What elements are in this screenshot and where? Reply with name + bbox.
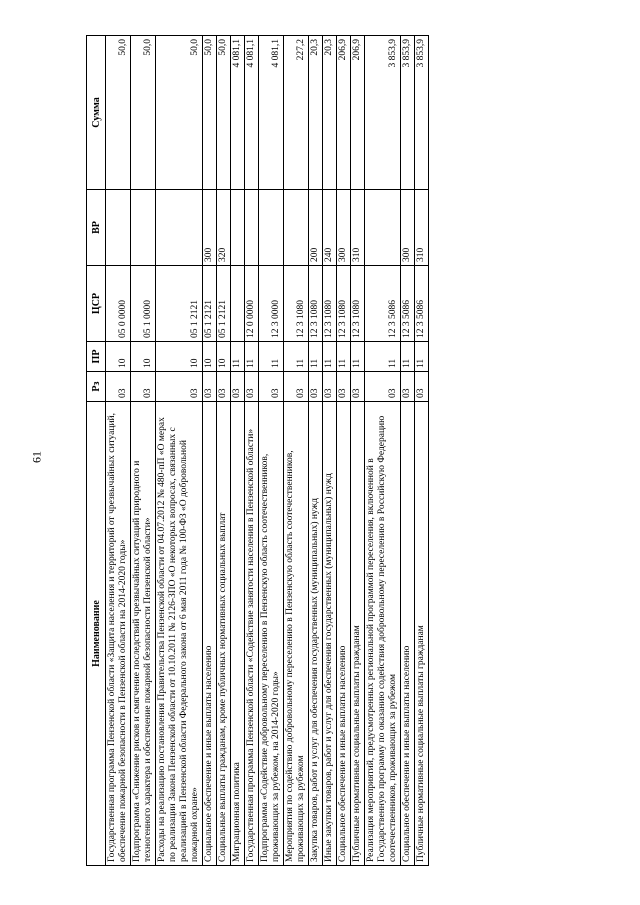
header-name: Наименование: [87, 402, 106, 866]
cell-rz: 03: [259, 372, 284, 402]
cell-name: Расходы на реализацию постановления Правительства Пензенской области от 04.07.2012 № 480-пП «О мерах по реализации Закона Пензенской области от 10.10.2011 № 2126-ЗПО «О некоторых вопросах, связанных с реализацией в Пензенской области Федерального закона от 6 мая 2011 года № 100-ФЗ «О добровольной пожарной охране»: [156, 402, 203, 866]
header-rz: Рз: [87, 372, 106, 402]
table-row: [323, 36, 337, 866]
cell-csr: 12 3 1080: [351, 266, 365, 342]
cell-name: Государственная программа Пензенской области «Защита населения и территорий от чрезвычайных ситуаций, обеспечение пожарной безопасности в Пензенской области на 2014-2020 годы»: [106, 402, 131, 866]
cell-pr: 10: [217, 342, 231, 372]
cell-csr: 12 3 1080: [284, 266, 309, 342]
cell-sum: 206,9: [351, 36, 365, 190]
cell-name: Подпрограмма «Содействие добровольному переселению в Пензенскую область соотечественников, проживающих за рубежом, на 2014-2020 годы»: [259, 402, 284, 866]
cell-vr: [231, 190, 245, 266]
cell-sum: 4 081,1: [231, 36, 245, 190]
cell-name: Публичные нормативные социальные выплаты гражданам: [415, 402, 429, 866]
cell-rz: 03: [415, 372, 429, 402]
cell-sum: 20,3: [309, 36, 323, 190]
cell-pr: 11: [309, 342, 323, 372]
cell-sum: 206,9: [337, 36, 351, 190]
cell-csr: 12 3 1080: [323, 266, 337, 342]
cell-sum: 50,0: [106, 36, 131, 190]
cell-rz: 03: [245, 372, 259, 402]
cell-csr: 12 3 5086: [415, 266, 429, 342]
cell-pr: 11: [231, 342, 245, 372]
cell-name: Подпрограмма «Снижение рисков и смягчение последствий чрезвычайных ситуаций природного и техногенного характера и обеспечение пожарной безопасности Пензенской области»: [131, 402, 156, 866]
cell-pr: 10: [203, 342, 217, 372]
cell-name: Реализация мероприятий, предусмотренных региональной программой переселения, включенной в Государственную программу по оказанию содействия добровольному переселению в Российскую Федерацию соотечественников, проживающих за рубежом: [365, 402, 401, 866]
cell-vr: [106, 190, 131, 266]
cell-sum: 50,0: [131, 36, 156, 190]
cell-csr: 05 1 2121: [156, 266, 203, 342]
cell-rz: 03: [156, 372, 203, 402]
cell-pr: 11: [401, 342, 415, 372]
cell-pr: 10: [131, 342, 156, 372]
cell-csr: 12 3 0000: [259, 266, 284, 342]
header-csr: ЦСР: [87, 266, 106, 342]
cell-vr: 240: [323, 190, 337, 266]
table-row: [131, 36, 156, 866]
cell-vr: 300: [203, 190, 217, 266]
table-header-row: [87, 36, 106, 866]
table-row: [106, 36, 131, 866]
cell-pr: 10: [156, 342, 203, 372]
cell-pr: 10: [106, 342, 131, 372]
cell-pr: 11: [259, 342, 284, 372]
cell-vr: [365, 190, 401, 266]
cell-pr: 11: [415, 342, 429, 372]
cell-sum: 20,3: [323, 36, 337, 190]
cell-rz: 03: [309, 372, 323, 402]
cell-pr: 11: [284, 342, 309, 372]
cell-vr: [156, 190, 203, 266]
cell-pr: 11: [365, 342, 401, 372]
table-row: [259, 36, 284, 866]
table-row: [156, 36, 203, 866]
cell-vr: 200: [309, 190, 323, 266]
cell-sum: 227,2: [284, 36, 309, 190]
cell-name: Миграционная политика: [231, 402, 245, 866]
cell-sum: 50,0: [203, 36, 217, 190]
cell-sum: 3 853,9: [415, 36, 429, 190]
cell-rz: 03: [351, 372, 365, 402]
budget-table-container: [86, 36, 550, 866]
cell-vr: [131, 190, 156, 266]
cell-csr: 05 1 0000: [131, 266, 156, 342]
table-row: [284, 36, 309, 866]
cell-csr: 05 0 0000: [106, 266, 131, 342]
table-row: [217, 36, 231, 866]
cell-vr: 310: [351, 190, 365, 266]
cell-sum: 50,0: [217, 36, 231, 190]
cell-rz: 03: [323, 372, 337, 402]
table-row: [351, 36, 365, 866]
cell-csr: 12 3 5086: [365, 266, 401, 342]
cell-name: Мероприятия по содействию добровольному переселению в Пензенскую область соотечественников, проживающих за рубежом: [284, 402, 309, 866]
cell-vr: 300: [337, 190, 351, 266]
cell-name: Социальное обеспечение и иные выплаты населению: [401, 402, 415, 866]
table-row: [401, 36, 415, 866]
cell-rz: 03: [401, 372, 415, 402]
cell-pr: 11: [245, 342, 259, 372]
cell-csr: 05 1 2121: [217, 266, 231, 342]
cell-rz: 03: [284, 372, 309, 402]
cell-csr: 12 0 0000: [245, 266, 259, 342]
cell-sum: 3 853,9: [365, 36, 401, 190]
cell-rz: 03: [231, 372, 245, 402]
cell-vr: 310: [415, 190, 429, 266]
cell-vr: [284, 190, 309, 266]
cell-vr: 300: [401, 190, 415, 266]
budget-table: [86, 35, 429, 866]
cell-csr: 12 3 5086: [401, 266, 415, 342]
cell-name: Социальное обеспечение и иные выплаты населению: [203, 402, 217, 866]
cell-rz: 03: [131, 372, 156, 402]
page-number: 61: [29, 451, 44, 463]
cell-vr: 320: [217, 190, 231, 266]
table-row: [231, 36, 245, 866]
cell-sum: 50,0: [156, 36, 203, 190]
header-vr: ВР: [87, 190, 106, 266]
cell-name: Иные закупки товаров, работ и услуг для обеспечения государственных (муниципальных) нужд: [323, 402, 337, 866]
table-row: [203, 36, 217, 866]
cell-name: Публичные нормативные социальные выплаты гражданам: [351, 402, 365, 866]
cell-rz: 03: [106, 372, 131, 402]
table-row: [337, 36, 351, 866]
cell-pr: 11: [337, 342, 351, 372]
cell-csr: 12 3 1080: [337, 266, 351, 342]
cell-vr: [259, 190, 284, 266]
table-row: [245, 36, 259, 866]
cell-name: Социальное обеспечение и иные выплаты населению: [337, 402, 351, 866]
cell-name: Государственная программа Пензенской области «Содействие занятости населения в Пензенской области»: [245, 402, 259, 866]
table-row: [415, 36, 429, 866]
cell-rz: 03: [365, 372, 401, 402]
cell-rz: 03: [337, 372, 351, 402]
cell-sum: 3 853,9: [401, 36, 415, 190]
cell-csr: 05 1 2121: [203, 266, 217, 342]
table-row: [309, 36, 323, 866]
cell-csr: 12 3 1080: [309, 266, 323, 342]
cell-sum: 4 081,1: [245, 36, 259, 190]
cell-pr: 11: [323, 342, 337, 372]
header-pr: ПР: [87, 342, 106, 372]
cell-rz: 03: [217, 372, 231, 402]
cell-vr: [245, 190, 259, 266]
table-row: [365, 36, 401, 866]
cell-name: Социальные выплаты гражданам, кроме публичных нормативных социальных выплат: [217, 402, 231, 866]
cell-csr: [231, 266, 245, 342]
cell-rz: 03: [203, 372, 217, 402]
header-sum: Сумма: [87, 36, 106, 190]
cell-sum: 4 081,1: [259, 36, 284, 190]
cell-pr: 11: [351, 342, 365, 372]
cell-name: Закупка товаров, работ и услуг для обеспечения государственных (муниципальных) нужд: [309, 402, 323, 866]
